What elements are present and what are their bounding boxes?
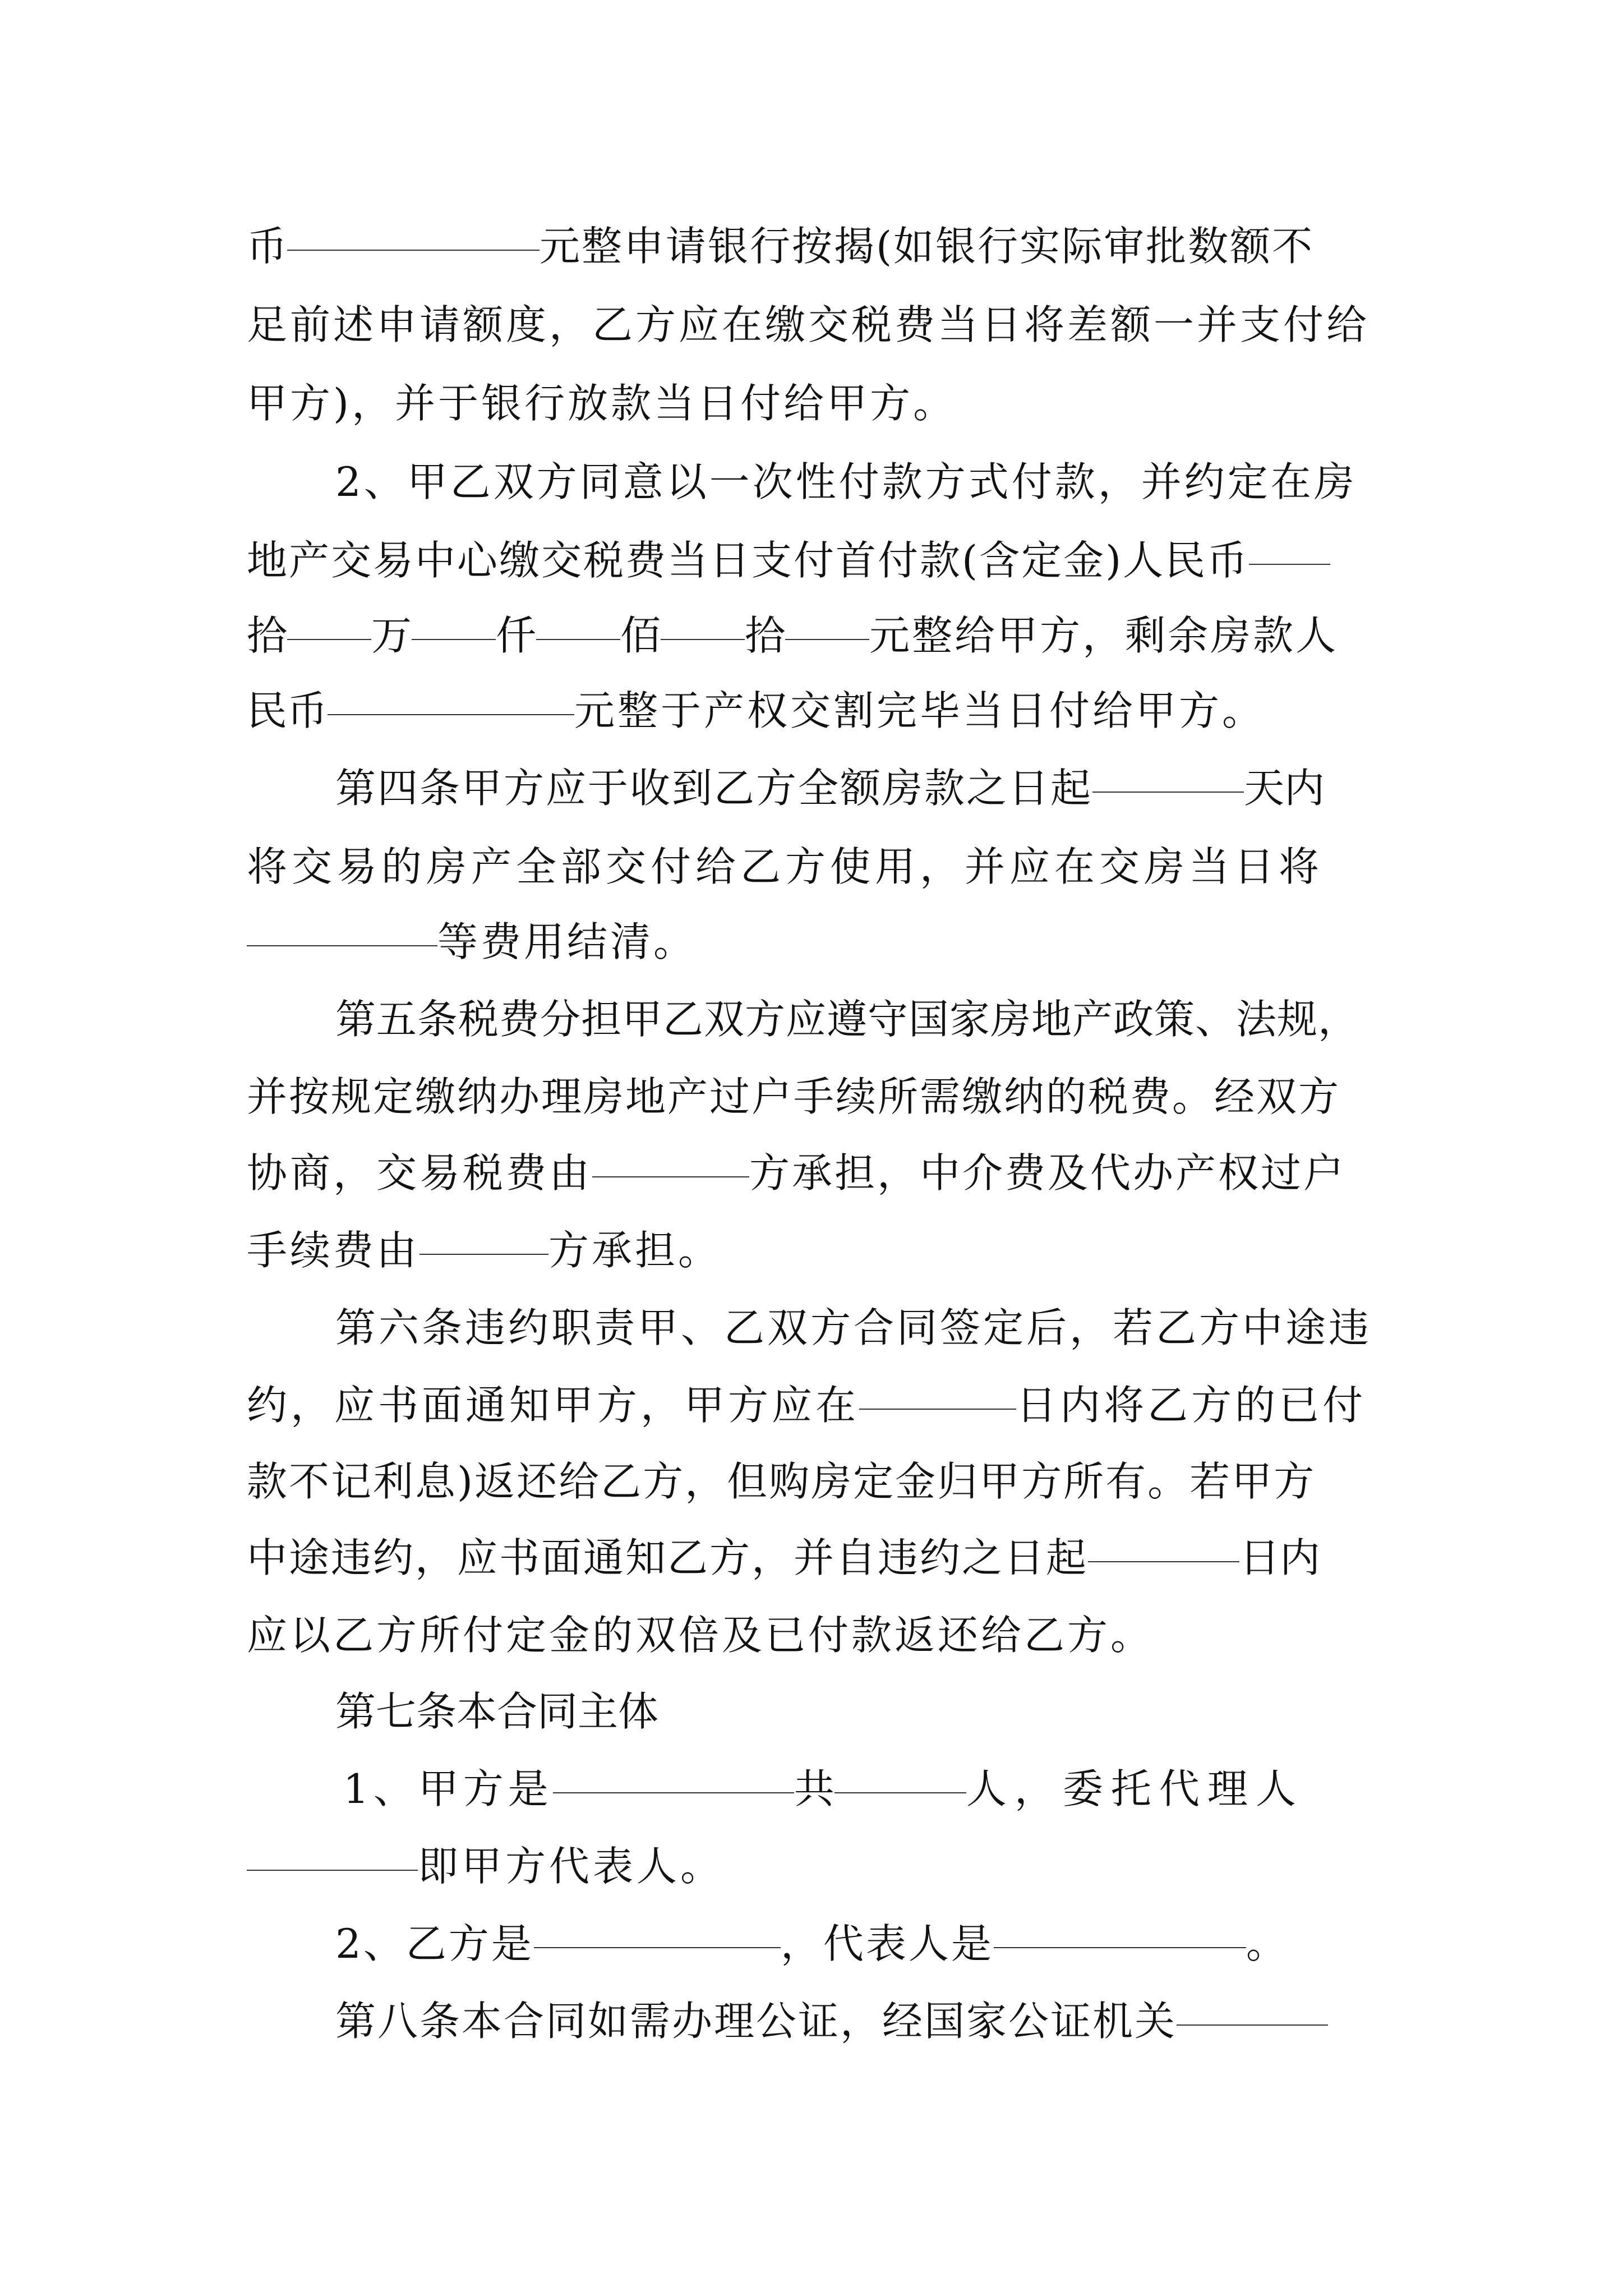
text-line: 等费用结清。 (247, 900, 1380, 984)
text-line: 2、甲乙双方同意以一次性付款方式付款，并约定在房 (335, 458, 1357, 505)
text-line: 地产交易中心缴交税费当日支付首付款(含定金)人民币 (247, 518, 1380, 602)
text-line: 第八条本合同如需办理公证，经国家公证机关 (335, 1979, 1380, 2063)
text-line: 即甲方代表人。 (247, 1824, 1380, 1908)
text-line: 将交易的房产全部交付给乙方使用，并应在交房当日将 (247, 843, 1324, 890)
blank-field (1088, 1549, 1239, 1562)
text-line: 款不记利息)返还给乙方，但购房定金归甲方所有。若甲方 (247, 1458, 1316, 1505)
blank-field (534, 1935, 781, 1948)
text-line: 并按规定缴纳办理房地产过户手续所需缴纳的税费。经双方 (247, 1073, 1341, 1120)
text-line: 中途违约，应书面通知乙方，并自违约之日起 日内 (247, 1534, 1321, 1581)
blank-field (1092, 779, 1244, 793)
blank-field (287, 237, 540, 251)
blank-field (412, 627, 496, 640)
text-line: 第六条违约职责甲、乙双方合同签定后，若乙方中途违 (335, 1304, 1372, 1351)
text-line: 手续费由 方承担。 (247, 1227, 722, 1274)
blank-field (287, 627, 371, 640)
text-line: 约，应书面通知甲方，甲方应在 日内将乙方的已付 (247, 1382, 1367, 1429)
text-line: 足前述申请额度，乙方应在缴交税费当日将差额一并支付给 (247, 301, 1370, 348)
blank-field (1249, 551, 1330, 565)
blank-field (536, 627, 620, 640)
blank-field (1177, 2012, 1328, 2026)
text-line: 第五条税费分担甲乙双方应遵守国家房地产政策、法规， (335, 996, 1359, 1043)
blank-field (859, 1396, 1016, 1410)
text-line: 协商，交易税费由 方承担，中介费及代办产权过户 (247, 1149, 1347, 1197)
blank-field (834, 1780, 966, 1793)
blank-field (592, 1164, 749, 1177)
blank-field (553, 1780, 794, 1793)
blank-field (661, 627, 745, 640)
blank-field (328, 702, 574, 715)
text-line: 1、甲方是 共 人，委托代理人 (343, 1765, 1304, 1812)
blank-field (419, 1241, 548, 1255)
text-line: 2、乙方是 ，代表人是 。 (335, 1920, 1287, 1967)
text-line: 第四条甲方应于收到乙方全额房款之日起 天内 (335, 765, 1325, 812)
blank-field (994, 1935, 1246, 1948)
text-line: 应以乙方所付定金的双倍及已付款返还给乙方。 (247, 1612, 1154, 1659)
text-line: 民币 元整于产权交割完毕当日付给甲方。 (247, 687, 1266, 734)
blank-field (247, 933, 437, 946)
text-line: 甲方)，并于银行放款当日付给甲方。 (247, 380, 957, 427)
text-line: 币 元整申请银行按揭(如银行实际审批数额不 (247, 223, 1315, 270)
text-line: 拾 万 仟 佰 拾 元整给甲方，剩余房款人 (247, 612, 1339, 659)
section-heading: 第七条本合同主体 (335, 1688, 659, 1735)
blank-field (247, 1857, 418, 1871)
blank-field (785, 627, 869, 640)
